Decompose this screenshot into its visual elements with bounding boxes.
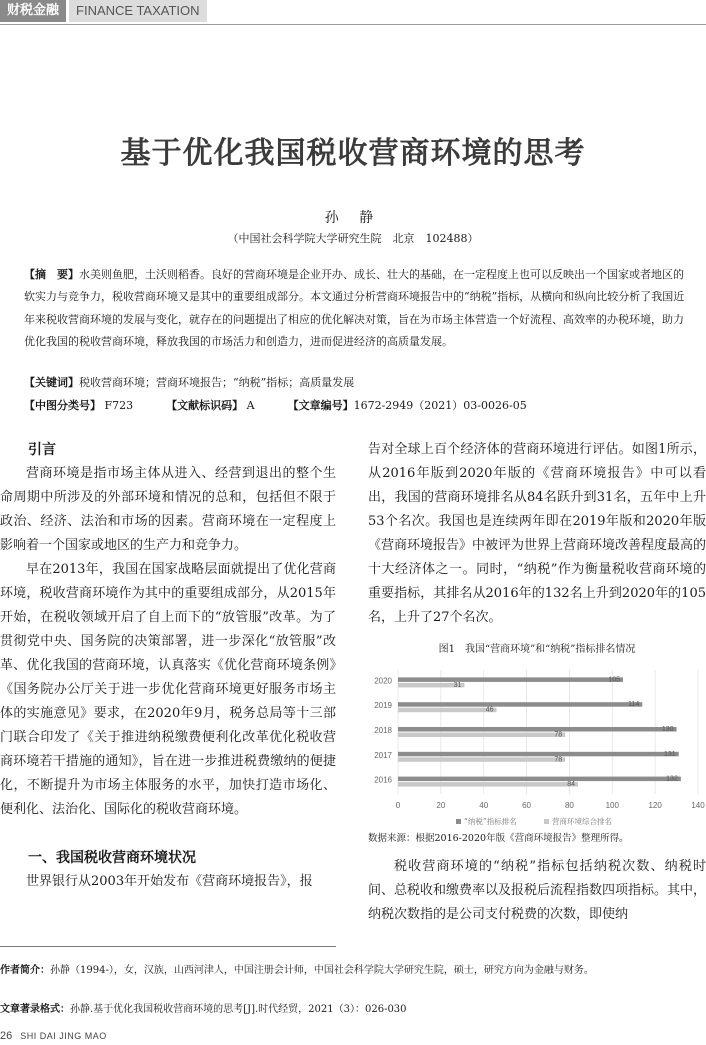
citation-text: 孙静.基于优化我国税收营商环境的思考[J].时代经贸，2021（3）：026-030 xyxy=(70,1004,407,1015)
keywords-label: 【关键词】 xyxy=(24,376,79,389)
section1-paragraph: 世界银行从2003年开始发布《营商环境报告》，报 xyxy=(26,874,313,889)
author-bio-label: 作者简介： xyxy=(0,965,50,976)
citation-label: 文章著录格式： xyxy=(0,1004,70,1015)
page-number: 26 xyxy=(0,1030,13,1042)
footnote-rule xyxy=(0,946,336,947)
right-column-lower xyxy=(368,855,706,927)
right-column xyxy=(368,438,706,638)
x-tick-label: 40 xyxy=(479,801,489,810)
intro-paragraph-1: 营商环境是指市场主体从进入、经营到退出的整个生命周期中所涉及的外部环境和情况的总和，包括但不限于政治、经济、法治和市场的因素。营商环境在一定程度上影响着一个国家或地区的生产力和竞争力。 xyxy=(0,466,336,553)
bar-tax xyxy=(398,752,679,757)
author-bio-text: 孙静（1994-），女，汉族，山西河津人，中国注册会计师，中国社会科学院大学研究生院，硕士，研究方向为金融与财务。 xyxy=(50,965,594,976)
x-tick-label: 140 xyxy=(691,801,705,810)
data-label: 46 xyxy=(485,706,494,714)
article-number-label: 【文章编号】 xyxy=(287,399,354,412)
legend-label: “纳税”指标排名 xyxy=(464,817,517,826)
data-label: 78 xyxy=(554,756,563,764)
bar-tax xyxy=(398,727,677,732)
data-label: 132 xyxy=(666,775,678,783)
citation-format xyxy=(0,1000,698,1019)
y-category-label: 2019 xyxy=(374,701,392,711)
legend-swatch xyxy=(456,819,461,824)
data-label: 130 xyxy=(661,726,674,733)
figure-source: 数据来源：根据2016-2020年版《营商环境报告》整理所得。 xyxy=(368,833,629,844)
y-category-label: 2020 xyxy=(374,676,392,686)
doc-code-value: A xyxy=(246,399,255,412)
abstract-text: 水美则鱼肥，土沃则稻香。良好的营商环境是企业开办、成长、壮大的基础，在一定程度上也可以反映出一个国家或者地区的软实力与竞争力，税收营商环境又是其中的重要组成部分。本文通过分析营商环境报告中的“纳税”指标，从横向和纵向比较分析了我国近年来税收营商环境的发展与变化，就存在的问题提出了相应的优化解决对策，旨在为市场主体营造一个好流程、高效率的办税环境，助力优化我国的税收营商环境，释放我国的市场活力和创造力，进而促进经济的高质量发展。 xyxy=(24,268,685,348)
keywords xyxy=(24,372,690,394)
data-label: 114 xyxy=(628,701,640,709)
left-column xyxy=(0,438,336,894)
data-label: 105 xyxy=(608,676,620,684)
intro-heading: 引言 xyxy=(28,442,56,458)
section-tag-en: FINANCE TAXATION xyxy=(69,0,207,22)
clc-label: 【中图分类号】 xyxy=(24,399,101,412)
y-category-label: 2018 xyxy=(374,726,392,735)
data-label: 131 xyxy=(664,750,676,758)
bar-overall xyxy=(398,708,497,713)
author-affiliation: （中国社会科学院大学研究生院 北京 102488） xyxy=(227,232,479,245)
data-label: 84 xyxy=(567,781,575,789)
x-tick-label: 80 xyxy=(564,801,574,810)
abstract-label: 【摘 要】 xyxy=(24,268,79,281)
figure-caption: 图1 我国“营商环境”和“纳税”指标排名情况 xyxy=(438,644,636,655)
article-title: 基于优化我国税收营商环境的思考 xyxy=(120,136,586,171)
article-author: 孙 静 xyxy=(324,210,382,226)
right-paragraph-1: 告对全球上百个经济体的营商环境进行评估。如图1所示，从2016年版到2020年版的《营商环境报告》中可以看出，我国的营商环境排名从84名跃升到31名，五年中上升53个名次。我国也是连续两年即在2019年版和2020年版《营商环境报告》中被评为世界上营商环境改善程度最高的十大经济体之一。同时，“纳税”作为衡量税收营商环境的重要指标，其排名从2016年的132名上升到2020年的105名，上升了27个名次。 xyxy=(368,442,706,625)
clc-value: F723 xyxy=(104,399,134,412)
page-footer xyxy=(0,1030,107,1042)
y-category-label: 2016 xyxy=(374,775,392,785)
section-tag-cn: 财税金融 xyxy=(0,0,66,22)
section1-heading: 一、我国税收营商环境状况 xyxy=(28,850,196,866)
bar-overall xyxy=(398,733,565,738)
legend-swatch xyxy=(544,819,549,824)
journal-name: SHI DAI JING MAO xyxy=(20,1031,107,1041)
header-rule xyxy=(0,24,706,25)
abstract xyxy=(24,264,690,353)
doc-code-label: 【文献标识码】 xyxy=(166,399,244,412)
x-tick-label: 60 xyxy=(522,801,532,810)
intro-paragraph-2: 早在2013年，我国在国家战略层面就提出了优化营商环境，税收营商环境作为其中的重要组成部分，从2015年开始，在税收领域开启了自上而下的“放管服”改革。为了贯彻党中央、国务院的决策部署，进一步深化“放管服”改革、优化我国的营商环境，认真落实《优化营商环境条例》《国务院办公厅关于进一步优化营商环境更好服务市场主体的实施意见》要求，在2020年9月，税务总局等十三部门联合印发了《关于推进纳税缴费便利化改革优化税收营商环境若干措施的通知》，旨在进一步推进税费缴纳的便捷化，不断提升为市场主体服务的水平，加快打造市场化、便利化、法治化、国际化的税收营商环境。 xyxy=(0,562,336,817)
bar-tax xyxy=(398,702,642,707)
data-label: 31 xyxy=(453,681,462,689)
keywords-text: 税收营商环境；营商环境报告；“纳税”指标；高质量发展 xyxy=(79,376,355,389)
legend-label: 营商环境综合排名 xyxy=(552,817,612,826)
x-tick-label: 20 xyxy=(436,801,446,810)
bar-tax xyxy=(398,777,681,782)
bar-overall xyxy=(398,757,565,762)
x-tick-label: 100 xyxy=(605,801,619,810)
classification-line xyxy=(24,396,690,416)
y-category-label: 2017 xyxy=(374,750,392,760)
section-header xyxy=(0,0,207,22)
article-number-value: 1672-2949（2021）03-0026-05 xyxy=(353,399,527,412)
bar-overall xyxy=(398,782,578,787)
data-label: 78 xyxy=(554,731,563,739)
ranking-bar-chart xyxy=(368,662,706,832)
bar-tax xyxy=(398,677,623,682)
right-paragraph-2: 税收营商环境的“纳税”指标包括纳税次数、纳税时间、总税收和缴费率以及报税后流程指数四项指标。其中，纳税次数指的是公司支付税费的次数，即使纳 xyxy=(368,859,706,922)
x-tick-label: 0 xyxy=(395,801,401,810)
x-tick-label: 120 xyxy=(648,801,662,810)
author-bio xyxy=(0,961,698,980)
